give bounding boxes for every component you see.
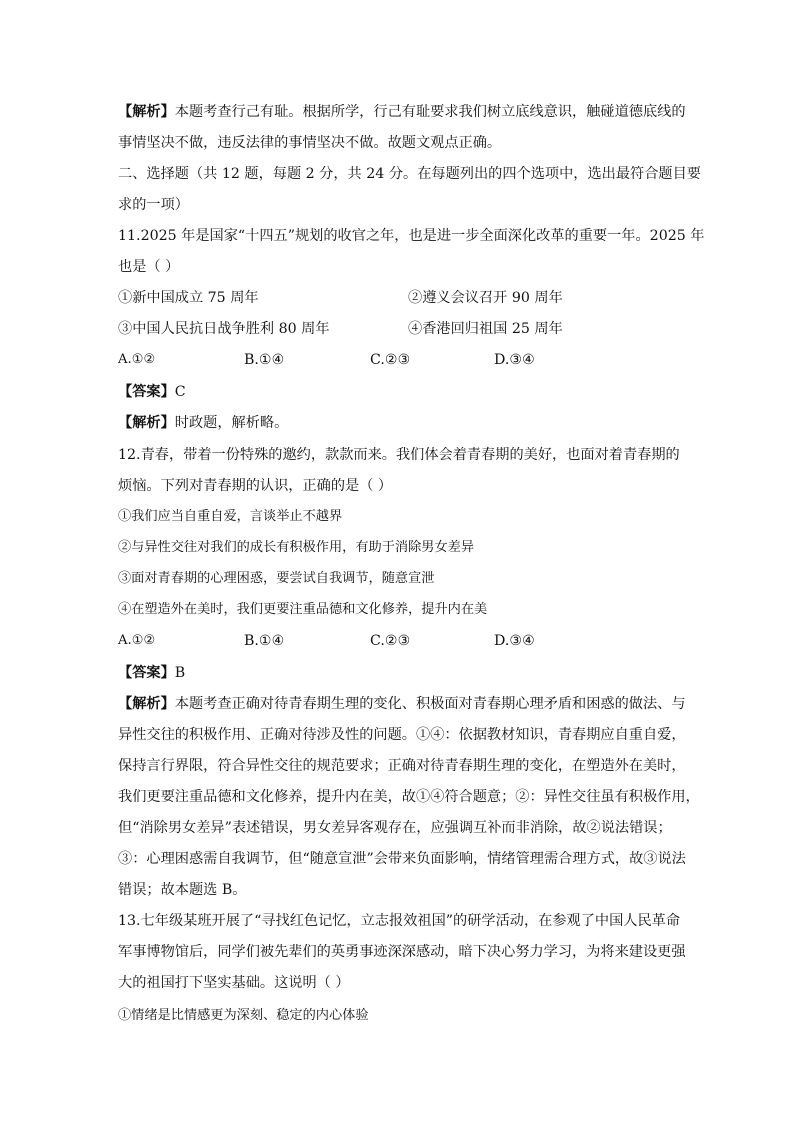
- q11-option-b: B.①④: [244, 352, 285, 368]
- q12-option-d: D.③④: [494, 633, 535, 649]
- answer-value: C: [174, 384, 186, 400]
- answer-tag: 【答案】: [118, 384, 175, 400]
- q11-statement-2: ②遵义会议召开 90 周年: [408, 290, 563, 306]
- analysis-tag: 【解析】: [118, 696, 175, 712]
- analysis-text-line: 事情坚决不做，违反法律的事情坚决不做。故题文观点正确。: [118, 135, 502, 151]
- analysis-paragraph: [118, 102, 686, 122]
- question-13-stem-cont: 大的祖国打下坚实基础。这说明（ ）: [118, 975, 350, 991]
- question-12-stem-cont: 烦恼。下列对青春期的认识，正确的是（ ）: [118, 478, 393, 494]
- section-heading: 二、选择题（共 12 题，每题 2 分，共 24 分。在每题列出的四个选项中，选出最符合题目要: [118, 166, 701, 182]
- q11-option-c: C.②③: [370, 352, 411, 368]
- analysis-text: 本题考查行己有耻。根据所学，行己有耻要求我们树立底线意识，触碰道德底线的: [174, 104, 686, 120]
- analysis-tag: 【解析】: [118, 415, 175, 431]
- q12-statement-2: ②与异性交往对我们的成长有积极作用，有助于消除男女差异: [118, 540, 475, 555]
- question-12-stem: 12.青春，带着一份特殊的邀约，款款而来。我们体会着青春期的美好，也面对着青春期的: [118, 447, 680, 463]
- question-11-stem-cont: 也是（ ）: [118, 259, 180, 275]
- q11-statement-3: ③中国人民抗日战争胜利 80 周年: [118, 321, 330, 337]
- q12-option-a: A.①②: [118, 633, 156, 648]
- q12-statement-4: ④在塑造外在美时，我们更要注重品德和文化修养，提升内在美: [118, 602, 488, 617]
- q11-option-a: A.①②: [118, 352, 156, 367]
- q12-statement-3: ③面对青春期的心理困惑，要尝试自我调节，随意宣泄: [118, 571, 435, 586]
- q12-option-c: C.②③: [370, 633, 411, 649]
- q12-analysis-line: 保持言行界限，符合异性交往的规范要求；正确对待青春期生理的变化，在塑造外在美时，: [118, 758, 686, 774]
- question-11-stem: 11.2025 年是国家“十四五”规划的收官之年，也是进一步全面深化改革的重要一年。2025 年: [118, 228, 705, 244]
- q13-statement-1: ①情绪是比情感更为深刻、稳定的内心体验: [118, 1008, 369, 1023]
- q12-analysis-line: 我们更要注重品德和文化修养，提升内在美，故①④符合题意；②：异性交往虽有积极作用，: [118, 789, 700, 805]
- q12-analysis: [118, 694, 686, 714]
- answer-tag: 【答案】: [118, 665, 175, 681]
- question-13-stem: 13.七年级某班开展了“寻找红色记忆，立志报效祖国”的研学活动，在参观了中国人民革命: [118, 913, 681, 929]
- q11-answer: [118, 382, 186, 402]
- analysis-tag: 【解析】: [118, 104, 175, 120]
- analysis-text: 本题考查正确对待青春期生理的变化、积极面对青春期心理矛盾和困惑的做法、与: [174, 696, 686, 712]
- question-13-stem-cont: 军事博物馆后，同学们被先辈们的英勇事迹深深感动，暗下决心努力学习，为将来建设更强: [118, 944, 686, 960]
- q11-statement-4: ④香港回归祖国 25 周年: [408, 321, 563, 337]
- q12-analysis-line: 错误；故本题选 B。: [118, 882, 247, 898]
- q11-statement-1: ①新中国成立 75 周年: [118, 290, 259, 306]
- q12-option-b: B.①④: [244, 633, 285, 649]
- answer-value: B: [174, 665, 186, 681]
- q12-analysis-line: 异性交往的积极作用、正确对待涉及性的问题。①④：依据教材知识，青春期应自重自爱，: [118, 727, 686, 743]
- q12-answer: [118, 663, 185, 683]
- q12-analysis-line: ③：心理困惑需自我调节，但“随意宣泄”会带来负面影响，情绪管理需合理方式，故③说法: [118, 851, 686, 867]
- q12-statement-1: ①我们应当自重自爱，言谈举止不越界: [118, 509, 343, 524]
- q11-option-d: D.③④: [494, 352, 535, 368]
- analysis-text: 时政题，解析略。: [174, 415, 289, 431]
- q12-analysis-line: 但“消除男女差异”表述错误，男女差异客观存在，应强调互补而非消除，故②说法错误；: [118, 820, 672, 836]
- q11-analysis: [118, 413, 288, 433]
- section-heading-cont: 求的一项）: [118, 197, 189, 213]
